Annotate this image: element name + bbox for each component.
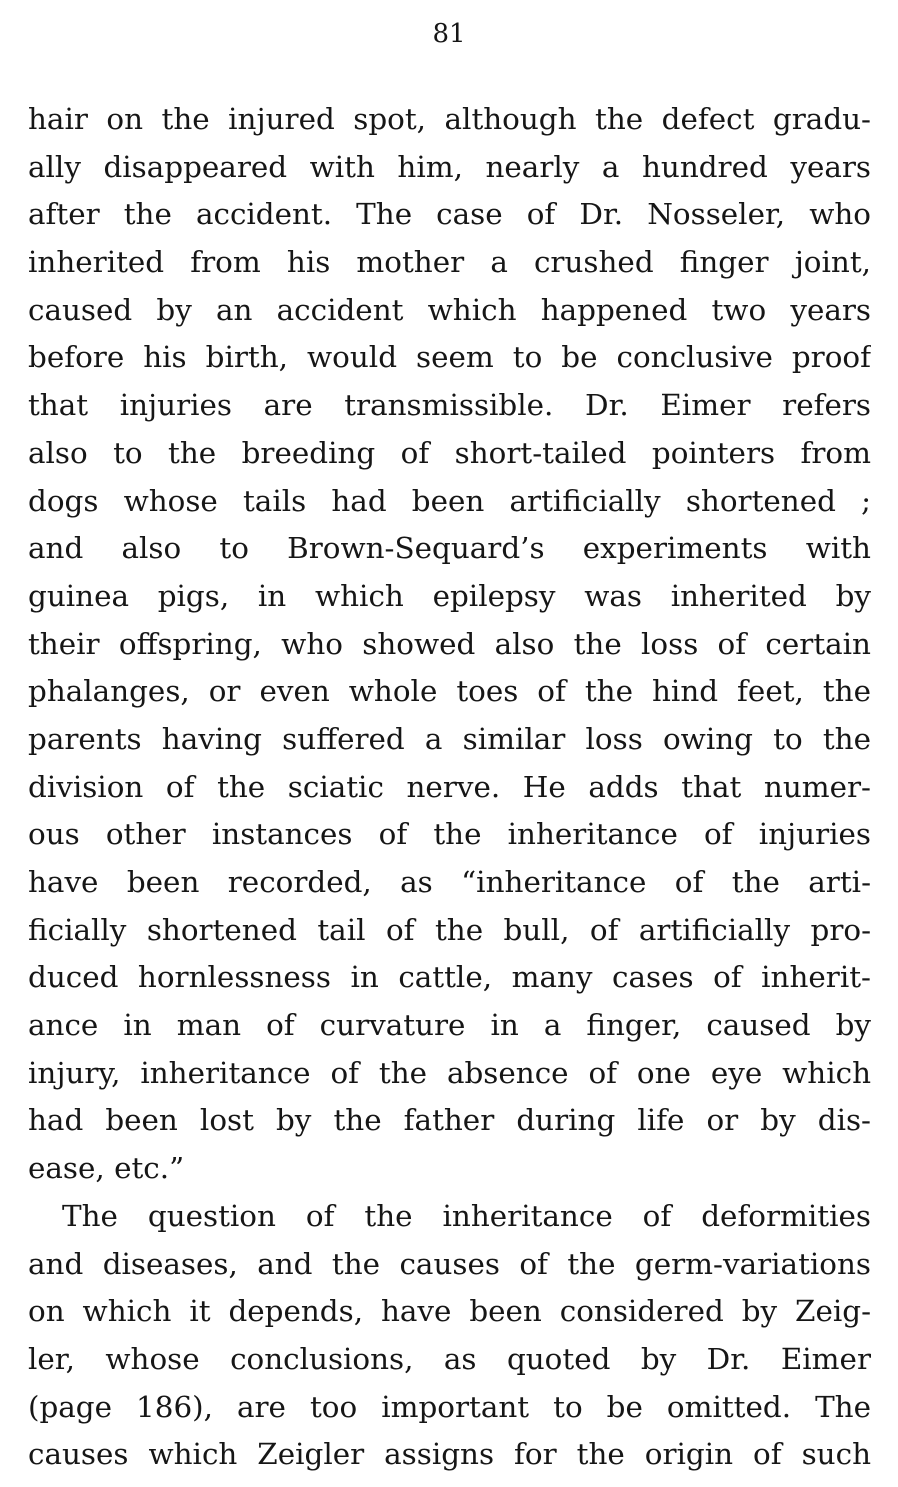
- text-line: their offspring, who showed also the loss of certain: [28, 626, 871, 661]
- text-line: ally disappeared with him, nearly a hundred years: [28, 149, 871, 184]
- text-line: before his birth, would seem to be conclusive proof: [28, 340, 871, 375]
- text-line: after the accident. The case of Dr. Nosseler, who: [28, 197, 871, 232]
- text-line: and also to Brown-Sequard’s experiments with: [28, 531, 871, 566]
- text-line: division of the sciatic nerve. He adds that numer-: [28, 769, 871, 804]
- text-body: [28, 96, 871, 1479]
- text-line: (page 186), are too important to be omitted. The: [28, 1389, 871, 1424]
- text-line: phalanges, or even whole toes of the hind feet, the: [28, 674, 871, 709]
- text-line: ous other instances of the inheritance of injuries: [28, 817, 871, 852]
- text-line: The question of the inheritance of deformities: [62, 1198, 871, 1233]
- text-line: injury, inheritance of the absence of one eye which: [28, 1055, 871, 1090]
- text-line: parents having suffered a similar loss owing to the: [28, 721, 871, 756]
- text-line: also to the breeding of short-tailed pointers from: [28, 435, 871, 470]
- paragraph-2: [28, 1193, 871, 1479]
- text-line: ficially shortened tail of the bull, of artificially pro-: [28, 912, 871, 947]
- text-line: inherited from his mother a crushed finger joint,: [28, 245, 871, 280]
- text-line: caused by an accident which happened two years: [28, 292, 871, 327]
- text-line: guinea pigs, in which epilepsy was inherited by: [28, 578, 871, 613]
- text-line: on which it depends, have been considered by Zeig-: [28, 1294, 871, 1329]
- page-number: 81: [432, 19, 466, 49]
- paragraph-1: [28, 96, 871, 1193]
- text-line: ease, etc.”: [28, 1151, 185, 1186]
- text-line: had been lost by the father during life or by dis-: [28, 1103, 871, 1138]
- text-line: duced hornlessness in cattle, many cases of inherit-: [28, 960, 871, 995]
- text-line: causes which Zeigler assigns for the origin of such: [28, 1437, 871, 1472]
- text-line: have been recorded, as “inheritance of the arti-: [28, 865, 871, 899]
- text-line: ler, whose conclusions, as quoted by Dr. Eimer: [28, 1341, 871, 1376]
- text-line: that injuries are transmissible. Dr. Eimer refers: [28, 388, 871, 423]
- text-line: and diseases, and the causes of the germ-variations: [28, 1246, 871, 1281]
- text-line: hair on the injured spot, although the defect gradu-: [28, 102, 871, 136]
- text-line: dogs whose tails had been artificially shortened ;: [28, 483, 871, 518]
- text-line: ance in man of curvature in a finger, caused by: [28, 1008, 871, 1043]
